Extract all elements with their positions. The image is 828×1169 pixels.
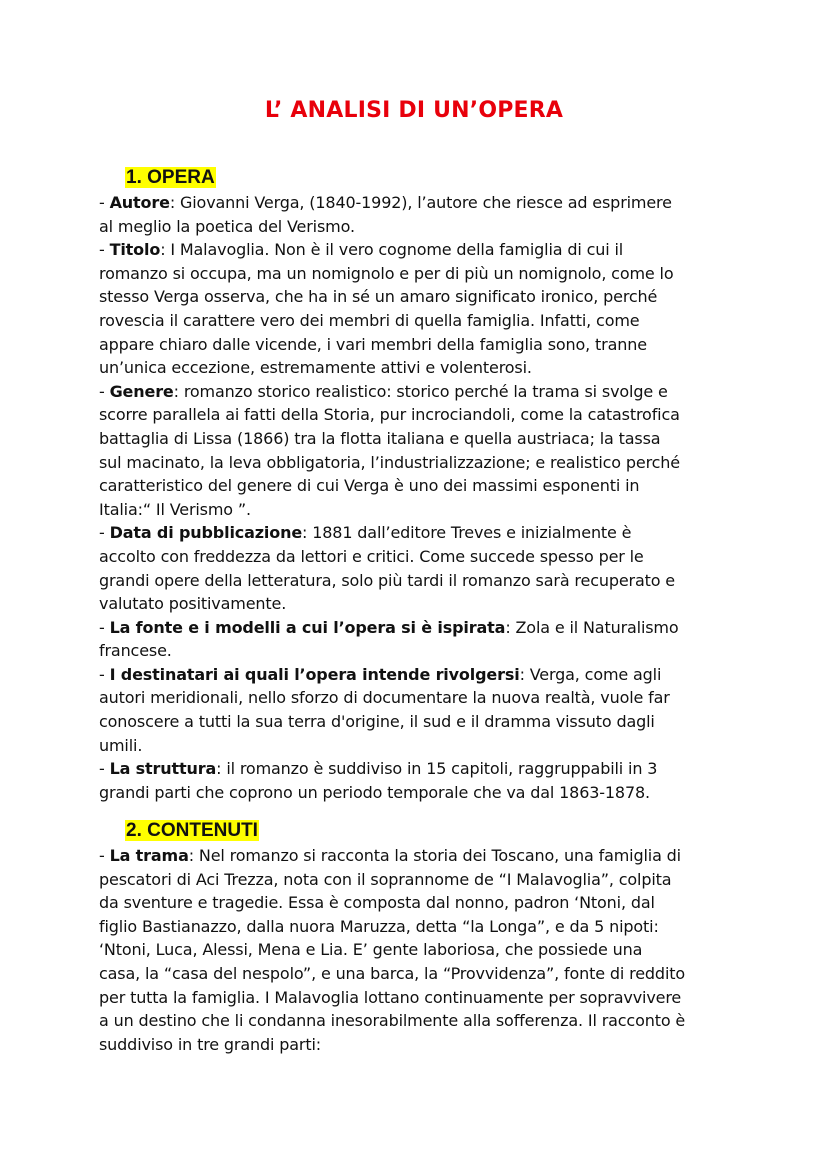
text-line	[99, 569, 739, 593]
item-text: grandi parti che coprono un periodo temporale che va dal 1863-1878.	[99, 782, 650, 802]
item-text: : Verga, come agli	[519, 664, 662, 684]
item-text: suddiviso in tre grandi parti:	[99, 1034, 321, 1054]
text-line: - Data di pubblicazione: 1881 dall’editore Treves e inizialmente è	[99, 523, 632, 543]
item-text: : Zola e il Naturalismo	[505, 617, 679, 637]
text-line	[99, 686, 739, 710]
item-text: autori meridionali, nello sforzo di documentare la nuova realtà, vuole far	[99, 688, 670, 708]
item-text: appare chiaro dalle vicende, i vari membri della famiglia sono, tranne	[99, 334, 647, 354]
text-line: - Autore: Giovanni Verga, (1840-1992), l’autore che riesce ad esprimere	[99, 193, 672, 212]
text-line	[99, 868, 739, 892]
section-contenuti	[99, 818, 739, 1056]
item-label: Autore	[109, 193, 170, 212]
item-label: La trama	[109, 846, 189, 865]
text-line: - Titolo: I Malavoglia. Non è il vero cognome della famiglia di cui il	[99, 240, 624, 260]
section-heading	[125, 165, 739, 191]
text-line	[99, 356, 739, 380]
item-text: un’unica eccezione, estremamente attivi e volenterosi.	[99, 358, 532, 378]
document-title: L’ ANALISI DI UN’OPERA	[264, 98, 564, 123]
section-opera	[99, 165, 739, 804]
section-heading-text: 2. CONTENUTI	[126, 820, 258, 841]
text-line	[99, 498, 739, 522]
item-text: : Giovanni Verga, (1840-1992), l’autore che riesce ad esprimere	[169, 193, 672, 212]
item-text: stesso Verga osserva, che ha in sé un amaro significato ironico, perché	[99, 287, 658, 307]
item-label: Titolo	[109, 240, 161, 260]
item-label: La struttura	[109, 759, 217, 779]
text-line	[99, 734, 739, 758]
item-text: scorre parallela ai fatti della Storia, pur incrociandoli, come la catastrofica	[99, 405, 680, 425]
text-line: - La trama: Nel romanzo si racconta la storia dei Toscano, una famiglia di	[99, 846, 681, 865]
item-text: Italia:“ Il Verismo ”.	[99, 499, 251, 519]
item-text: pescatori di Aci Trezza, nota con il soprannome de “I Malavoglia”, colpita	[99, 869, 672, 889]
item-text: grandi opere della letteratura, solo più tardi il romanzo sarà recuperato e	[99, 570, 676, 590]
text-line	[99, 639, 739, 663]
item-text: : I Malavoglia. Non è il vero cognome della famiglia di cui il	[160, 240, 624, 260]
text-line	[99, 309, 739, 333]
item-text: umili.	[99, 735, 143, 755]
item-text: per tutta la famiglia. I Malavoglia lottano continuamente per sopravvivere	[99, 987, 682, 1007]
text-line	[99, 592, 739, 616]
item-text: conoscere a tutti la sua terra d'origine, il sud e il dramma vissuto dagli	[99, 712, 655, 732]
item-text: francese.	[99, 641, 172, 661]
item-text: caratteristico del genere di cui Verga è uno dei massimi esponenti in	[99, 476, 640, 496]
text-line	[99, 403, 739, 427]
text-line	[99, 1009, 739, 1033]
text-line	[99, 1033, 739, 1057]
text-line	[99, 781, 739, 805]
item-text: accolto con freddezza da lettori e critici. Come succede spesso per le	[99, 546, 644, 566]
item-text: casa, la “casa del nespolo”, e una barca, la “Provvidenza”, fonte di reddito	[99, 963, 685, 983]
text-line: - Genere: romanzo storico realistico: storico perché la trama si svolge e	[99, 381, 668, 401]
item-text: battaglia di Lissa (1866) tra la flotta italiana e quella austriaca; la tassa	[99, 428, 661, 448]
item-label: Data di pubblicazione	[109, 523, 303, 543]
text-line	[99, 474, 739, 498]
item-label: La fonte e i modelli a cui l’opera si è ispirata	[109, 617, 506, 637]
text-line	[99, 427, 739, 451]
item-text: sul macinato, la leva obbligatoria, l’industrializzazione; e realistico perché	[99, 452, 680, 472]
text-line	[99, 962, 739, 986]
item-label: I destinatari ai quali l’opera intende rivolgersi	[109, 664, 520, 684]
text-line: - La struttura: il romanzo è suddiviso in 15 capitoli, raggruppabili in 3	[99, 759, 658, 779]
item-label: Genere	[109, 381, 174, 401]
text-line	[99, 262, 739, 286]
text-line	[99, 451, 739, 475]
text-line	[99, 215, 739, 239]
item-text: ‘Ntoni, Luca, Alessi, Mena e Lia. E’ gente laboriosa, che possiede una	[99, 940, 643, 960]
text-line	[99, 986, 739, 1010]
item-text: romanzo si occupa, ma un nomignolo e per di più un nomignolo, come lo	[99, 263, 674, 283]
item-text: : 1881 dall’editore Treves e inizialmente è	[302, 523, 632, 543]
item-text: a un destino che li condanna inesorabilmente alla sofferenza. Il racconto è	[99, 1011, 686, 1031]
text-line	[99, 333, 739, 357]
text-line	[99, 891, 739, 915]
section-heading	[125, 818, 739, 844]
item-text: al meglio la poetica del Verismo.	[99, 216, 355, 236]
item-text: : il romanzo è suddiviso in 15 capitoli, raggruppabili in 3	[216, 759, 658, 779]
item-text: rovescia il carattere vero dei membri di quella famiglia. Infatti, come	[99, 310, 640, 330]
text-line: - La fonte e i modelli a cui l’opera si è ispirata: Zola e il Naturalismo	[99, 617, 679, 637]
text-line	[99, 545, 739, 569]
item-text: : romanzo storico realistico: storico perché la trama si svolge e	[173, 381, 668, 401]
text-line	[99, 938, 739, 962]
text-line	[99, 285, 739, 309]
item-text: valutato positivamente.	[99, 594, 287, 614]
text-line	[99, 915, 739, 939]
section-heading-text: 1. OPERA	[126, 167, 215, 188]
text-line	[99, 710, 739, 734]
text-line: - I destinatari ai quali l’opera intende rivolgersi: Verga, come agli	[99, 664, 662, 684]
item-text: : Nel romanzo si racconta la storia dei Toscano, una famiglia di	[188, 846, 681, 865]
item-text: figlio Bastianazzo, dalla nuora Maruzza, detta “la Longa”, e da 5 nipoti:	[99, 916, 659, 936]
item-text: da sventure e tragedie. Essa è composta dal nonno, padron ‘Ntoni, dal	[99, 893, 655, 913]
